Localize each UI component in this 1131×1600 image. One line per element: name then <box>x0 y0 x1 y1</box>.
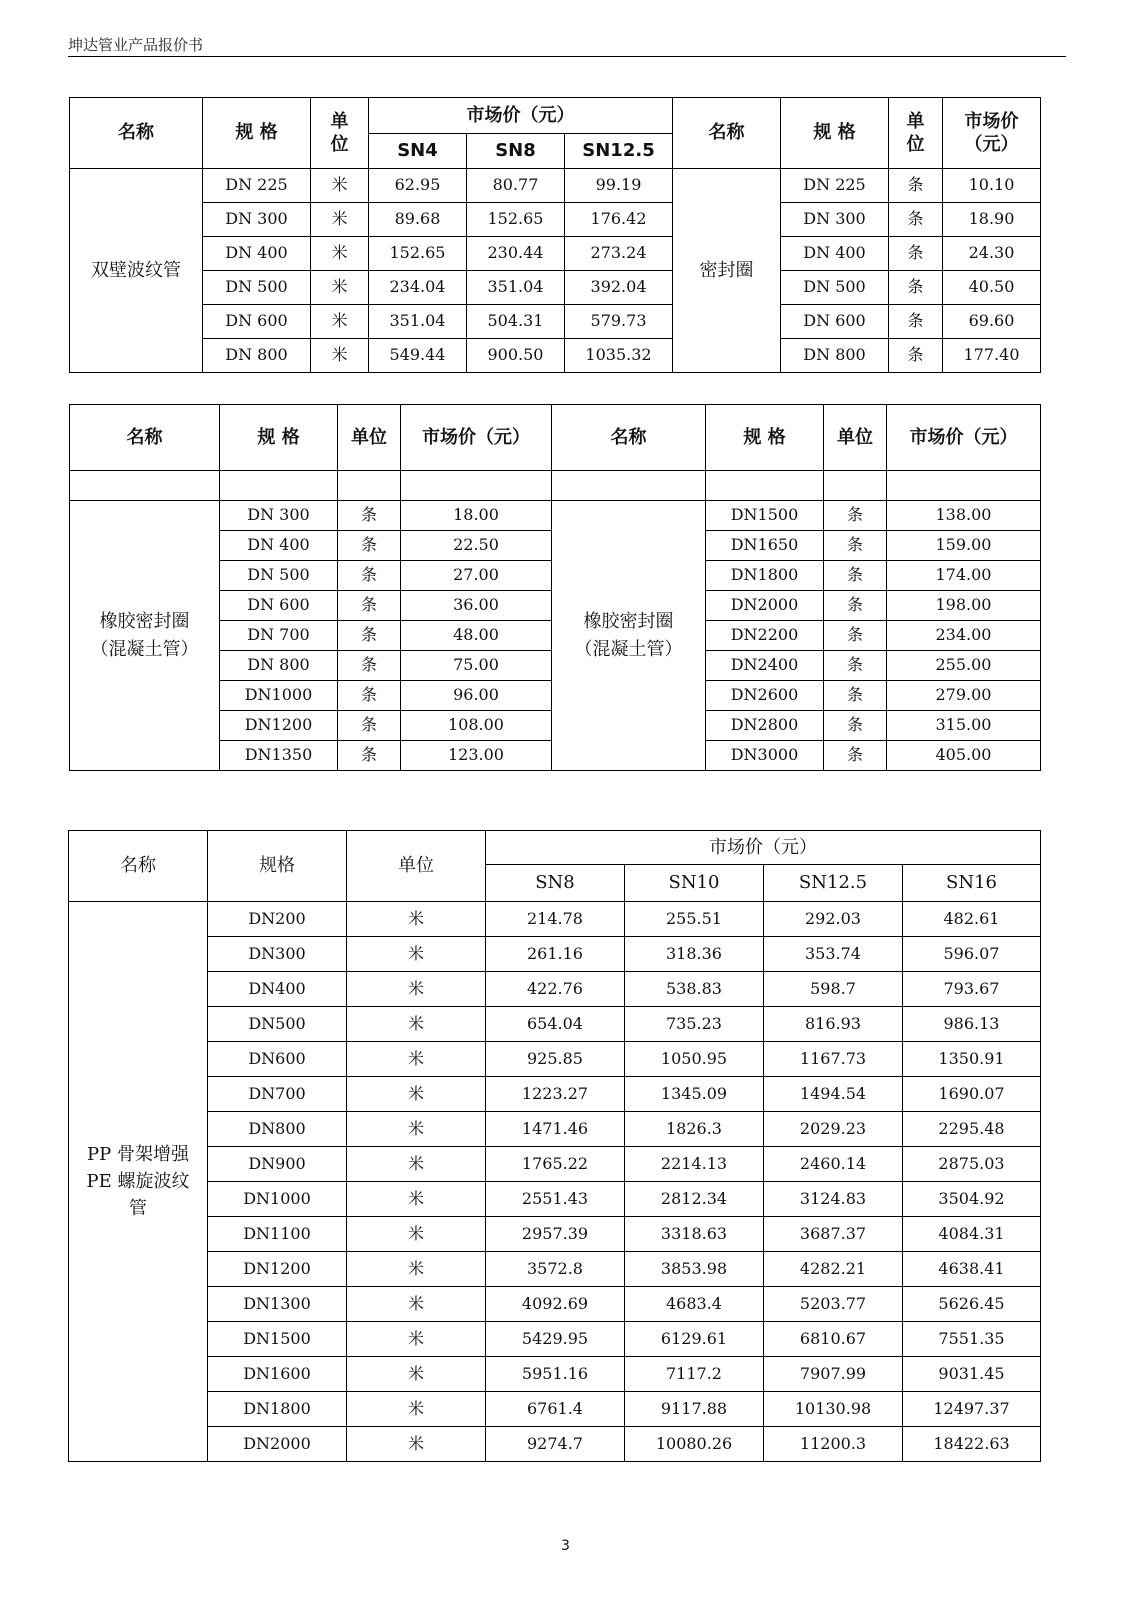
empty-cell <box>552 471 706 501</box>
price-cell: 1826.3 <box>625 1112 764 1147</box>
header-market-price-right: 市场价（元） <box>887 405 1041 471</box>
table-row <box>69 1147 1041 1182</box>
unit-cell: 米 <box>347 1287 486 1322</box>
table-row <box>70 237 1041 271</box>
price-cell: 351.04 <box>467 271 565 305</box>
empty-cell <box>401 471 552 501</box>
header-sn4: SN4 <box>369 134 467 169</box>
price-cell: 3687.37 <box>764 1217 903 1252</box>
product-name-line: （混凝土管） <box>574 638 683 660</box>
spec-cell: DN2600 <box>706 681 824 711</box>
table-row <box>70 339 1041 373</box>
unit-cell: 米 <box>347 1252 486 1287</box>
price-cell: 9274.7 <box>486 1427 625 1462</box>
product-name-seal-ring: 密封圈 <box>673 169 781 373</box>
spec-cell: DN 225 <box>781 169 889 203</box>
price-cell: 579.73 <box>565 305 673 339</box>
table-row <box>69 1392 1041 1427</box>
price-cell: 4638.41 <box>903 1252 1041 1287</box>
price-cell: 1035.32 <box>565 339 673 373</box>
spec-cell: DN3000 <box>706 741 824 771</box>
price-cell: 3318.63 <box>625 1217 764 1252</box>
price-cell: 2029.23 <box>764 1112 903 1147</box>
header-sn12-5: SN12.5 <box>764 865 903 902</box>
unit-cell: 米 <box>311 339 369 373</box>
price-cell: 2875.03 <box>903 1147 1041 1182</box>
spec-cell: DN1350 <box>220 741 338 771</box>
price-cell: 10130.98 <box>764 1392 903 1427</box>
price-cell: 1350.91 <box>903 1042 1041 1077</box>
price-cell: 174.00 <box>887 561 1041 591</box>
unit-cell: 米 <box>347 1322 486 1357</box>
price-cell: 96.00 <box>401 681 552 711</box>
unit-cell: 条 <box>824 591 887 621</box>
price-cell: 1223.27 <box>486 1077 625 1112</box>
price-cell: 159.00 <box>887 531 1041 561</box>
unit-cell: 米 <box>347 1147 486 1182</box>
spec-cell: DN 800 <box>781 339 889 373</box>
price-cell: 10080.26 <box>625 1427 764 1462</box>
price-cell: 108.00 <box>401 711 552 741</box>
table-row <box>69 1357 1041 1392</box>
price-cell: 36.00 <box>401 591 552 621</box>
spec-cell: DN 500 <box>781 271 889 305</box>
price-cell: 80.77 <box>467 169 565 203</box>
spec-cell: DN2400 <box>706 651 824 681</box>
product-name-rubber-seal-left <box>70 501 220 771</box>
table-row <box>69 1287 1041 1322</box>
price-cell: 2295.48 <box>903 1112 1041 1147</box>
spec-cell: DN 800 <box>220 651 338 681</box>
unit-cell: 条 <box>824 741 887 771</box>
unit-cell: 米 <box>347 1042 486 1077</box>
price-cell: 48.00 <box>401 621 552 651</box>
page-number: 3 <box>561 1538 570 1554</box>
price-cell: 900.50 <box>467 339 565 373</box>
header-spec-right: 规 格 <box>706 405 824 471</box>
price-cell: 3124.83 <box>764 1182 903 1217</box>
table-row <box>69 1112 1041 1147</box>
price-cell: 5203.77 <box>764 1287 903 1322</box>
unit-cell: 米 <box>347 902 486 937</box>
header-name: 名称 <box>70 405 220 471</box>
unit-cell: 条 <box>889 305 943 339</box>
header-unit-text: 单位 <box>330 110 349 155</box>
price-cell: 1345.09 <box>625 1077 764 1112</box>
header-spec-right: 规 格 <box>781 98 889 169</box>
empty-cell <box>706 471 824 501</box>
header-spec: 规 格 <box>203 98 311 169</box>
price-cell: 4084.31 <box>903 1217 1041 1252</box>
table-row <box>69 1042 1041 1077</box>
price-cell: 1690.07 <box>903 1077 1041 1112</box>
price-cell: 7551.35 <box>903 1322 1041 1357</box>
empty-cell <box>887 471 1041 501</box>
table-row <box>69 1427 1041 1462</box>
spec-cell: DN400 <box>208 972 347 1007</box>
header-market-price: 市场价（元） <box>401 405 552 471</box>
price-cell: 27.00 <box>401 561 552 591</box>
price-cell: 234.04 <box>369 271 467 305</box>
price-cell: 2957.39 <box>486 1217 625 1252</box>
spec-cell: DN 600 <box>220 591 338 621</box>
unit-cell: 条 <box>824 681 887 711</box>
price-cell: 654.04 <box>486 1007 625 1042</box>
price-cell: 351.04 <box>369 305 467 339</box>
header-divider <box>68 56 1066 57</box>
price-cell: 11200.3 <box>764 1427 903 1462</box>
price-table-double-wall <box>69 97 1041 373</box>
header-market-price: 市场价（元） <box>369 98 673 134</box>
header-market-price: 市场价（元） <box>486 831 1041 865</box>
unit-cell: 条 <box>889 169 943 203</box>
price-cell: 549.44 <box>369 339 467 373</box>
spec-cell: DN 500 <box>203 271 311 305</box>
spec-cell: DN 800 <box>203 339 311 373</box>
price-cell: 198.00 <box>887 591 1041 621</box>
unit-cell: 条 <box>889 203 943 237</box>
header-price-right <box>943 98 1041 169</box>
unit-cell: 条 <box>889 339 943 373</box>
price-cell: 482.61 <box>903 902 1041 937</box>
unit-cell: 条 <box>824 621 887 651</box>
price-cell: 230.44 <box>467 237 565 271</box>
unit-cell: 条 <box>338 531 401 561</box>
product-name-line: （混凝土管） <box>90 638 199 660</box>
price-cell: 89.68 <box>369 203 467 237</box>
unit-cell: 米 <box>311 203 369 237</box>
price-cell: 18.90 <box>943 203 1041 237</box>
price-cell: 22.50 <box>401 531 552 561</box>
document-header-title: 坤达管业产品报价书 <box>68 36 204 54</box>
header-name: 名称 <box>70 98 203 169</box>
spec-cell: DN1800 <box>208 1392 347 1427</box>
price-cell: 5951.16 <box>486 1357 625 1392</box>
price-cell: 1167.73 <box>764 1042 903 1077</box>
price-cell: 315.00 <box>887 711 1041 741</box>
unit-cell: 米 <box>347 937 486 972</box>
price-cell: 986.13 <box>903 1007 1041 1042</box>
header-unit-right: 单位 <box>824 405 887 471</box>
unit-cell: 米 <box>347 1427 486 1462</box>
price-cell: 138.00 <box>887 501 1041 531</box>
product-name-line: 橡胶密封圈 <box>99 610 190 632</box>
unit-cell: 条 <box>889 237 943 271</box>
header-sn8: SN8 <box>467 134 565 169</box>
product-name-line: PP 骨架增强 <box>87 1144 189 1165</box>
spec-cell: DN800 <box>208 1112 347 1147</box>
unit-cell: 条 <box>889 271 943 305</box>
unit-cell: 米 <box>311 271 369 305</box>
unit-cell: 条 <box>824 531 887 561</box>
spec-cell: DN2000 <box>706 591 824 621</box>
header-sn10: SN10 <box>625 865 764 902</box>
price-cell: 405.00 <box>887 741 1041 771</box>
header-unit <box>311 98 369 169</box>
unit-cell: 米 <box>347 1077 486 1112</box>
price-cell: 2214.13 <box>625 1147 764 1182</box>
spec-cell: DN 600 <box>781 305 889 339</box>
spec-cell: DN 300 <box>220 501 338 531</box>
unit-cell: 米 <box>347 1357 486 1392</box>
price-cell: 7117.2 <box>625 1357 764 1392</box>
table-row <box>69 1322 1041 1357</box>
product-name-line: 管 <box>129 1198 147 1219</box>
price-table-rubber-seal <box>69 404 1041 771</box>
price-cell: 4092.69 <box>486 1287 625 1322</box>
price-cell: 255.00 <box>887 651 1041 681</box>
price-cell: 3853.98 <box>625 1252 764 1287</box>
spec-cell: DN1200 <box>220 711 338 741</box>
price-cell: 3504.92 <box>903 1182 1041 1217</box>
table-row <box>69 902 1041 937</box>
price-cell: 793.67 <box>903 972 1041 1007</box>
header-name-right: 名称 <box>552 405 706 471</box>
price-cell: 6761.4 <box>486 1392 625 1427</box>
product-name-double-wall: 双壁波纹管 <box>70 169 203 373</box>
spec-cell: DN1200 <box>208 1252 347 1287</box>
spec-cell: DN 600 <box>203 305 311 339</box>
unit-cell: 条 <box>338 561 401 591</box>
empty-cell <box>220 471 338 501</box>
price-cell: 735.23 <box>625 1007 764 1042</box>
spec-cell: DN2200 <box>706 621 824 651</box>
spec-cell: DN2000 <box>208 1427 347 1462</box>
spec-cell: DN1000 <box>208 1182 347 1217</box>
unit-cell: 米 <box>311 237 369 271</box>
unit-cell: 条 <box>338 711 401 741</box>
empty-row <box>70 471 1041 501</box>
product-name-line: PE 螺旋波纹 <box>86 1171 190 1192</box>
price-cell: 318.36 <box>625 937 764 972</box>
header-name: 名称 <box>69 831 208 902</box>
price-cell: 18.00 <box>401 501 552 531</box>
spec-cell: DN900 <box>208 1147 347 1182</box>
price-cell: 9117.88 <box>625 1392 764 1427</box>
price-cell: 2551.43 <box>486 1182 625 1217</box>
price-cell: 1471.46 <box>486 1112 625 1147</box>
header-unit: 单位 <box>347 831 486 902</box>
table-row <box>69 1007 1041 1042</box>
price-cell: 7907.99 <box>764 1357 903 1392</box>
price-cell: 4683.4 <box>625 1287 764 1322</box>
spec-cell: DN 700 <box>220 621 338 651</box>
price-cell: 273.24 <box>565 237 673 271</box>
unit-cell: 条 <box>824 651 887 681</box>
product-name-rubber-seal-right <box>552 501 706 771</box>
price-cell: 12497.37 <box>903 1392 1041 1427</box>
price-cell: 99.19 <box>565 169 673 203</box>
price-cell: 261.16 <box>486 937 625 972</box>
header-spec: 规 格 <box>220 405 338 471</box>
price-table-pp-spiral <box>68 830 1041 1462</box>
price-cell: 6810.67 <box>764 1322 903 1357</box>
price-cell: 234.00 <box>887 621 1041 651</box>
price-cell: 292.03 <box>764 902 903 937</box>
spec-cell: DN 500 <box>220 561 338 591</box>
price-cell: 3572.8 <box>486 1252 625 1287</box>
header-unit: 单位 <box>338 405 401 471</box>
spec-cell: DN1650 <box>706 531 824 561</box>
unit-cell: 条 <box>338 621 401 651</box>
price-cell: 176.42 <box>565 203 673 237</box>
unit-cell: 米 <box>347 972 486 1007</box>
price-cell: 255.51 <box>625 902 764 937</box>
price-cell: 5429.95 <box>486 1322 625 1357</box>
price-cell: 152.65 <box>467 203 565 237</box>
table-row <box>70 271 1041 305</box>
spec-cell: DN1300 <box>208 1287 347 1322</box>
unit-cell: 条 <box>824 501 887 531</box>
price-cell: 392.04 <box>565 271 673 305</box>
unit-cell: 条 <box>338 501 401 531</box>
table-row <box>70 305 1041 339</box>
unit-cell: 米 <box>347 1217 486 1252</box>
table-row <box>69 1252 1041 1287</box>
price-cell: 6129.61 <box>625 1322 764 1357</box>
unit-cell: 米 <box>347 1182 486 1217</box>
price-cell: 24.30 <box>943 237 1041 271</box>
spec-cell: DN1800 <box>706 561 824 591</box>
table-row <box>69 972 1041 1007</box>
price-cell: 75.00 <box>401 651 552 681</box>
header-name-right: 名称 <box>673 98 781 169</box>
unit-cell: 条 <box>338 651 401 681</box>
price-cell: 538.83 <box>625 972 764 1007</box>
unit-cell: 条 <box>824 561 887 591</box>
header-price-right-text: 市场价（元） <box>964 110 1019 155</box>
price-cell: 816.93 <box>764 1007 903 1042</box>
unit-cell: 米 <box>311 305 369 339</box>
table-row <box>69 1182 1041 1217</box>
price-cell: 353.74 <box>764 937 903 972</box>
table-row <box>70 501 1041 531</box>
price-cell: 422.76 <box>486 972 625 1007</box>
price-cell: 596.07 <box>903 937 1041 972</box>
unit-cell: 米 <box>347 1007 486 1042</box>
spec-cell: DN1500 <box>706 501 824 531</box>
spec-cell: DN1500 <box>208 1322 347 1357</box>
price-cell: 598.7 <box>764 972 903 1007</box>
empty-cell <box>338 471 401 501</box>
table-row <box>70 203 1041 237</box>
spec-cell: DN 400 <box>781 237 889 271</box>
price-cell: 152.65 <box>369 237 467 271</box>
spec-cell: DN2800 <box>706 711 824 741</box>
price-cell: 69.60 <box>943 305 1041 339</box>
spec-cell: DN500 <box>208 1007 347 1042</box>
spec-cell: DN300 <box>208 937 347 972</box>
table-row <box>69 937 1041 972</box>
table-row <box>70 169 1041 203</box>
unit-cell: 条 <box>338 681 401 711</box>
unit-cell: 米 <box>347 1112 486 1147</box>
price-cell: 1050.95 <box>625 1042 764 1077</box>
price-cell: 123.00 <box>401 741 552 771</box>
spec-cell: DN1000 <box>220 681 338 711</box>
price-cell: 5626.45 <box>903 1287 1041 1322</box>
spec-cell: DN 400 <box>220 531 338 561</box>
unit-cell: 条 <box>338 591 401 621</box>
price-cell: 2812.34 <box>625 1182 764 1217</box>
product-name-pp-spiral <box>69 902 208 1462</box>
product-name-line: 橡胶密封圈 <box>583 610 674 632</box>
unit-cell: 米 <box>311 169 369 203</box>
unit-cell: 条 <box>824 711 887 741</box>
price-cell: 4282.21 <box>764 1252 903 1287</box>
price-cell: 177.40 <box>943 339 1041 373</box>
empty-cell <box>824 471 887 501</box>
price-cell: 40.50 <box>943 271 1041 305</box>
unit-cell: 米 <box>347 1392 486 1427</box>
header-sn16: SN16 <box>903 865 1041 902</box>
price-cell: 10.10 <box>943 169 1041 203</box>
table-row <box>69 1077 1041 1112</box>
empty-cell <box>70 471 220 501</box>
price-cell: 279.00 <box>887 681 1041 711</box>
spec-cell: DN 300 <box>203 203 311 237</box>
price-cell: 62.95 <box>369 169 467 203</box>
price-cell: 18422.63 <box>903 1427 1041 1462</box>
price-cell: 9031.45 <box>903 1357 1041 1392</box>
spec-cell: DN700 <box>208 1077 347 1112</box>
unit-cell: 条 <box>338 741 401 771</box>
header-spec: 规格 <box>208 831 347 902</box>
price-cell: 925.85 <box>486 1042 625 1077</box>
spec-cell: DN 300 <box>781 203 889 237</box>
price-cell: 2460.14 <box>764 1147 903 1182</box>
spec-cell: DN600 <box>208 1042 347 1077</box>
price-cell: 1494.54 <box>764 1077 903 1112</box>
header-unit-right-text: 单位 <box>906 110 925 155</box>
spec-cell: DN1100 <box>208 1217 347 1252</box>
spec-cell: DN 400 <box>203 237 311 271</box>
spec-cell: DN 225 <box>203 169 311 203</box>
header-unit-right <box>889 98 943 169</box>
price-cell: 504.31 <box>467 305 565 339</box>
header-sn12-5: SN12.5 <box>565 134 673 169</box>
spec-cell: DN200 <box>208 902 347 937</box>
header-sn8: SN8 <box>486 865 625 902</box>
spec-cell: DN1600 <box>208 1357 347 1392</box>
price-cell: 1765.22 <box>486 1147 625 1182</box>
table-row <box>69 1217 1041 1252</box>
price-cell: 214.78 <box>486 902 625 937</box>
